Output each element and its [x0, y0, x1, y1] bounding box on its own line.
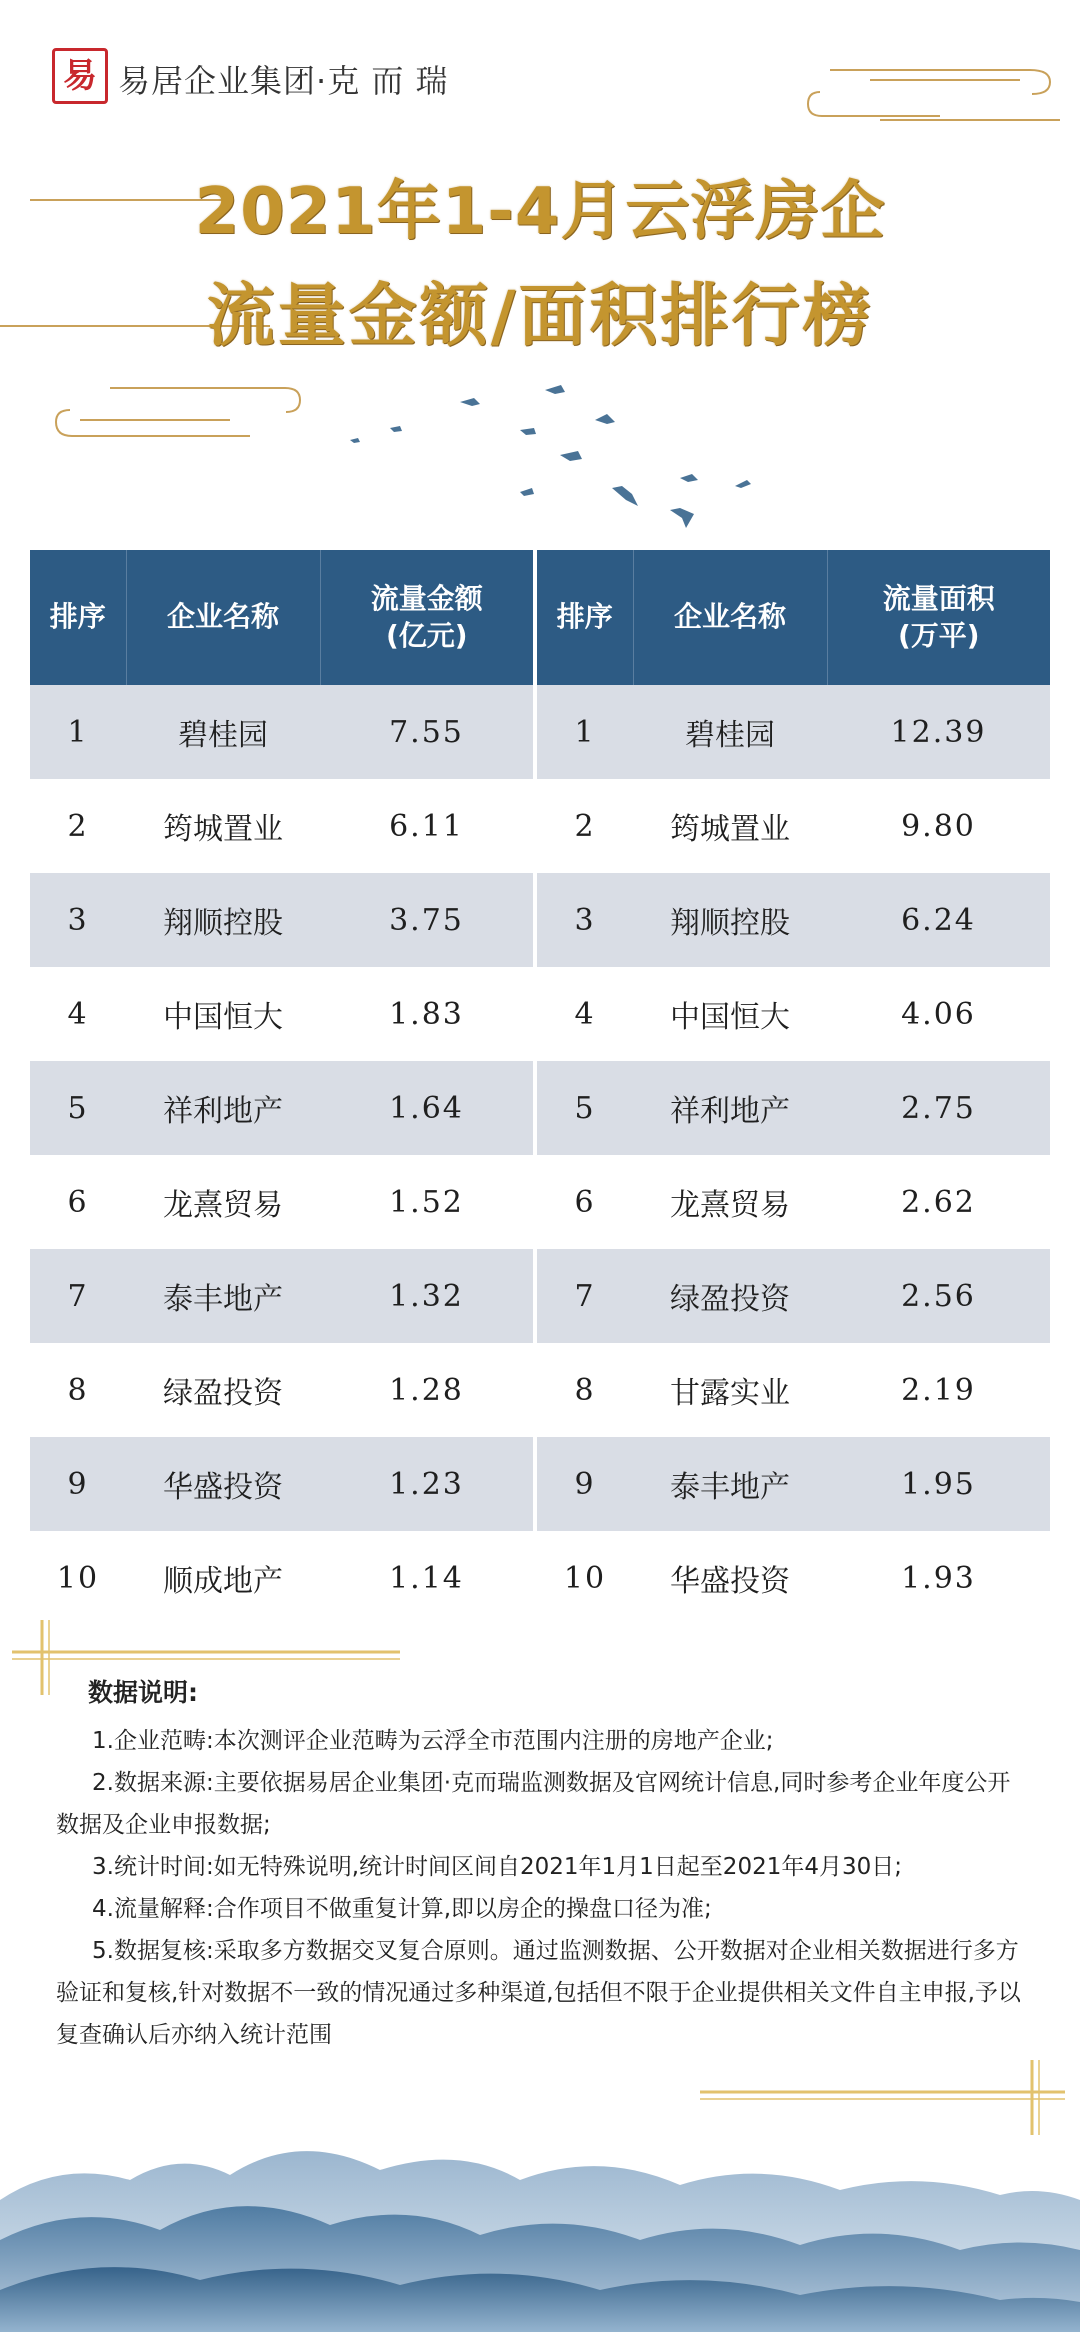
area-value-cell: 12.39	[827, 685, 1050, 779]
header-company-amount: 企业名称	[126, 550, 320, 685]
note-item: 5.数据复核:采取多方数据交叉复合原则。通过监测数据、公开数据对企业相关数据进行多方验证和复核,针对数据不一致的情况通过多种渠道,包括但不限于企业提供相关文件自主申报,予以复查确认后亦纳入统计范围	[56, 1938, 1021, 2048]
amount-value-cell: 1.83	[389, 996, 464, 1032]
company-cell: 翔顺控股	[633, 873, 827, 967]
header-company-area: 企业名称	[633, 550, 827, 685]
rank-cell: 4	[67, 996, 89, 1032]
amount-value-cell: 7.55	[320, 685, 535, 779]
header-rank-area: 排序	[535, 550, 633, 685]
company-cell: 泰丰地产	[126, 1249, 320, 1343]
brand-sub: 克 而 瑞	[327, 62, 449, 100]
company-cell: 绿盈投资	[163, 1376, 283, 1411]
note-item: 3.统计时间:如无特殊说明,统计时间区间自2021年1月1日起至2021年4月30日;	[92, 1854, 902, 1880]
mountain-landscape-illustration	[0, 2090, 1080, 2332]
page-title-line1: 2021年1-4月云浮房企	[194, 175, 886, 249]
rank-cell: 6	[67, 1184, 89, 1220]
rank-cell: 9	[30, 1437, 126, 1531]
area-value-cell: 2.19	[901, 1372, 976, 1408]
area-value-cell: 2.75	[827, 1061, 1050, 1155]
company-cell: 碧桂园	[126, 685, 320, 779]
area-value-cell: 1.93	[901, 1560, 976, 1596]
rank-cell: 2	[535, 779, 633, 873]
rank-cell: 3	[535, 873, 633, 967]
brand-separator: ·	[316, 62, 328, 100]
company-cell: 龙熹贸易	[163, 1188, 283, 1223]
amount-value-cell: 3.75	[320, 873, 535, 967]
rank-cell: 5	[30, 1061, 126, 1155]
company-cell: 泰丰地产	[633, 1437, 827, 1531]
header-area-label: 流量面积	[882, 582, 995, 616]
amount-value-cell: 1.23	[320, 1437, 535, 1531]
company-cell: 甘露实业	[670, 1376, 790, 1411]
rank-cell: 6	[535, 1155, 633, 1249]
header	[0, 0, 1080, 540]
table-row	[30, 873, 1050, 967]
area-value-cell: 6.24	[827, 873, 1050, 967]
rank-cell: 10	[56, 1560, 100, 1596]
brand-logo: 易	[52, 48, 108, 104]
rank-cell: 10	[535, 1531, 633, 1625]
company-cell: 翔顺控股	[126, 873, 320, 967]
area-value-cell: 9.80	[901, 808, 976, 844]
amount-value-cell: 1.32	[320, 1249, 535, 1343]
amount-value-cell: 1.52	[389, 1184, 464, 1220]
amount-value-cell: 1.14	[389, 1560, 464, 1596]
table-row	[30, 779, 1050, 873]
company-cell: 顺成地产	[163, 1564, 283, 1599]
rank-cell: 8	[535, 1343, 633, 1437]
company-cell: 筠城置业	[163, 812, 283, 847]
header-area-unit: (万平)	[897, 618, 980, 652]
header-rank-amount: 排序	[30, 550, 126, 685]
amount-value-cell: 1.64	[320, 1061, 535, 1155]
table-header-row	[30, 550, 1050, 685]
rank-cell: 5	[535, 1061, 633, 1155]
rank-cell: 3	[30, 873, 126, 967]
note-item: 4.流量解释:合作项目不做重复计算,即以房企的操盘口径为准;	[92, 1896, 712, 1922]
company-cell: 龙熹贸易	[670, 1188, 790, 1223]
company-cell: 华盛投资	[126, 1437, 320, 1531]
table-row	[30, 1343, 1050, 1437]
data-notes	[56, 1672, 1024, 2056]
brand-name	[118, 56, 449, 102]
rank-cell: 8	[67, 1372, 89, 1408]
rank-cell: 9	[535, 1437, 633, 1531]
ranking-table-container	[30, 550, 1050, 1625]
ranking-table	[30, 550, 1050, 1625]
note-item: 1.企业范畴:本次测评企业范畴为云浮全市范围内注册的房地产企业;	[92, 1728, 774, 1754]
rank-cell: 4	[535, 967, 633, 1061]
rank-cell: 1	[30, 685, 126, 779]
notes-title: 数据说明:	[88, 1678, 198, 1707]
area-value-cell: 1.95	[827, 1437, 1050, 1531]
company-cell: 祥利地产	[633, 1061, 827, 1155]
rank-cell: 7	[535, 1249, 633, 1343]
table-row	[30, 1061, 1050, 1155]
table-row	[30, 1249, 1050, 1343]
header-area	[827, 550, 1050, 685]
amount-value-cell: 1.28	[389, 1372, 464, 1408]
company-cell: 碧桂园	[633, 685, 827, 779]
company-cell: 祥利地产	[126, 1061, 320, 1155]
area-value-cell: 2.62	[901, 1184, 976, 1220]
company-cell: 中国恒大	[670, 1000, 790, 1035]
table-body	[30, 685, 1050, 1625]
amount-value-cell: 6.11	[389, 808, 464, 844]
table-row	[30, 967, 1050, 1061]
area-value-cell: 2.56	[827, 1249, 1050, 1343]
header-amount-label: 流量金额	[370, 582, 483, 616]
area-value-cell: 4.06	[901, 996, 976, 1032]
company-cell: 筠城置业	[670, 812, 790, 847]
table-row	[30, 1155, 1050, 1249]
rank-cell: 2	[67, 808, 89, 844]
note-item: 2.数据来源:主要依据易居企业集团·克而瑞监测数据及官网统计信息,同时参考企业年度公开数据及企业申报数据;	[56, 1770, 1011, 1838]
page-title-line2: 流量金额/面积排行榜	[206, 277, 874, 356]
table-row	[30, 1531, 1050, 1625]
header-amount-unit: (亿元)	[385, 618, 468, 652]
rank-cell: 1	[535, 685, 633, 779]
company-cell: 绿盈投资	[633, 1249, 827, 1343]
header-amount	[320, 550, 535, 685]
company-cell: 华盛投资	[670, 1564, 790, 1599]
table-row	[30, 1437, 1050, 1531]
rank-cell: 7	[30, 1249, 126, 1343]
company-cell: 中国恒大	[163, 1000, 283, 1035]
table-row	[30, 685, 1050, 779]
brand-company: 易居企业集团	[118, 62, 317, 100]
